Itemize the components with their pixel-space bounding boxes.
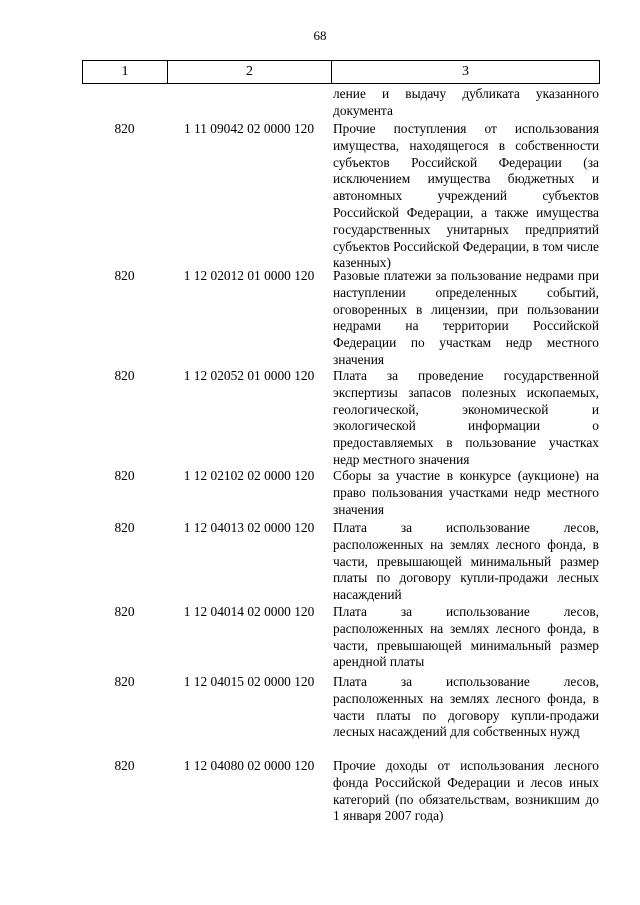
admin-code: 820 bbox=[114, 121, 135, 136]
kbk-code: 1 12 02102 02 0000 120 bbox=[183, 468, 315, 483]
column-header-2: 2 bbox=[168, 61, 332, 83]
admin-code: 820 bbox=[114, 674, 135, 689]
admin-code: 820 bbox=[114, 268, 135, 283]
column-header-3: 3 bbox=[462, 64, 469, 79]
admin-code: 820 bbox=[114, 758, 135, 773]
income-description: Плата за использование лесов, расположенных на землях лесного фонда, в части, превышающей минимальный размер платы по договору купли-продажи лесных насаждений bbox=[333, 520, 599, 603]
income-description: Сборы за участие в конкурсе (аукционе) на право пользования участками недр местного значения bbox=[333, 468, 599, 517]
kbk-code: 1 12 04013 02 0000 120 bbox=[183, 520, 315, 535]
admin-code: 820 bbox=[114, 520, 135, 535]
income-description: Прочие доходы от использования лесного фонда Российской Федерации и лесов иных категорий (по обязательствам, возникшим до 1 января 2007 года) bbox=[333, 758, 599, 824]
kbk-code: 1 12 04014 02 0000 120 bbox=[183, 604, 315, 619]
admin-code: 820 bbox=[114, 604, 135, 619]
kbk-code: 1 12 02052 01 0000 120 bbox=[183, 368, 315, 383]
column-header-1: 1 bbox=[83, 61, 168, 83]
income-description: Плата за использование лесов, расположенных на землях лесного фонда, в части платы по договору купли-продажи лесных насаждений для собственных нужд bbox=[333, 674, 599, 740]
page-number: 68 bbox=[313, 28, 327, 43]
income-description: Разовые платежи за пользование недрами при наступлении определенных событий, оговоренных в лицензии, при пользовании недрами на территории Российской Федерации по участкам недр местного значения bbox=[333, 268, 599, 367]
income-description: Плата за использование лесов, расположенных на землях лесного фонда, в части, превышающей минимальный размер арендной платы bbox=[333, 604, 599, 670]
admin-code: 820 bbox=[114, 368, 135, 383]
income-description: Плата за проведение государственной экспертизы запасов полезных ископаемых, геологической, экономической и экологической информации о предоставляемых в пользование участках недр местного значения bbox=[333, 368, 599, 467]
kbk-code: 1 12 04015 02 0000 120 bbox=[183, 674, 315, 689]
admin-code: 820 bbox=[114, 468, 135, 483]
income-description: Прочие поступления от использования имущества, находящегося в собственности субъектов Российской Федерации (за исключением имущества бюджетных и автономных учреждений субъектов Российской Федерации, а также имущества государственных унитарных предприятий субъектов Российской Федерации, в том числе казенных) bbox=[333, 121, 599, 271]
kbk-code: 1 11 09042 02 0000 120 bbox=[183, 121, 315, 136]
kbk-code: 1 12 02012 01 0000 120 bbox=[183, 268, 315, 283]
kbk-code: 1 12 04080 02 0000 120 bbox=[183, 758, 315, 773]
continued-description: ление и выдачу дубликата указанного документа bbox=[333, 86, 599, 118]
table-header bbox=[82, 60, 600, 84]
